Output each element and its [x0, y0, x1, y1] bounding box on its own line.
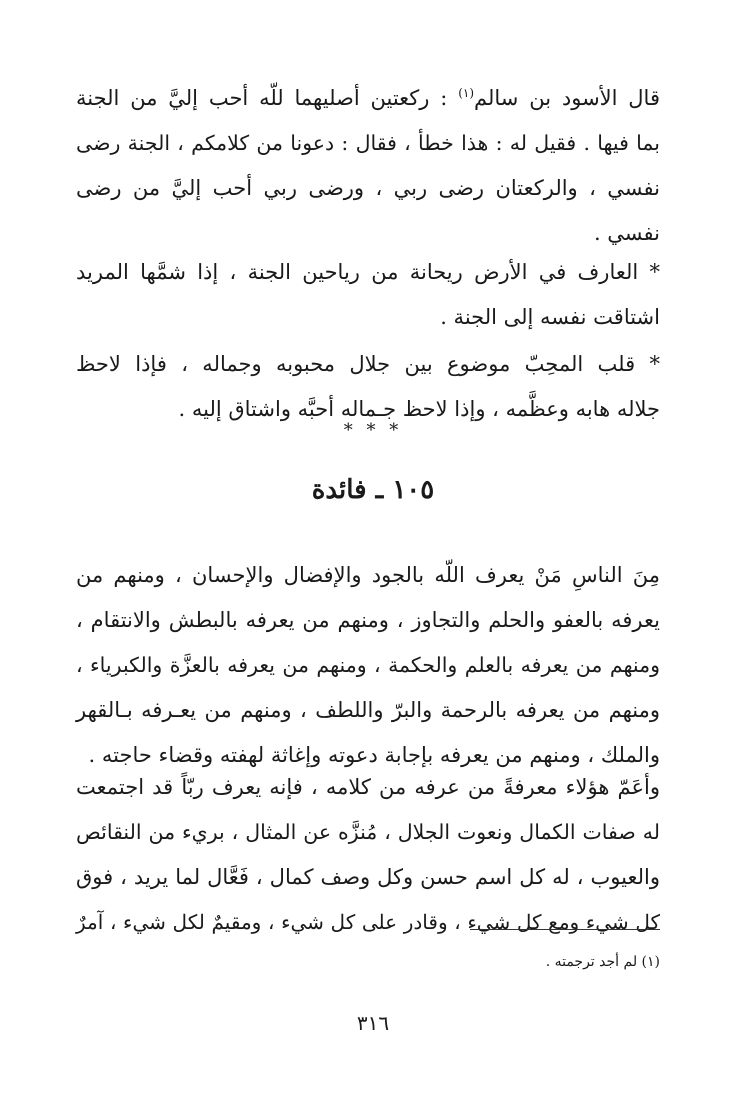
text-line: كل شيء ومع كل شيء ، وقادر على كل شيء ، ومقيمٌ لكل شيء ، آمرٌ [76, 910, 660, 934]
paragraph-muhibb-heart [76, 342, 660, 432]
section-heading: ١٠٥ ـ فائدة [311, 475, 435, 505]
paragraph-arif [76, 250, 660, 340]
text-line: والملك ، ومنهم من يعرفه بإجابة دعوته وإغاثة لهفته وقضاء حاجته . [88, 743, 660, 767]
page-number: ٣١٦ [356, 1011, 390, 1035]
text-line: * قلب المحِبّ موضوع بين جلال محبوبه وجماله ، فإذا لاحظ [76, 352, 660, 376]
footnote: (١) لم أجد ترجمته . [545, 954, 660, 970]
text-line: ومنهم من يعرفه بالرحمة والبرّ واللطف ، ومنهم من يعـرفه بـالقهر [76, 698, 660, 722]
text-line: نفسي ، والركعتان رضى ربي ، ورضى ربي أحب إليَّ من رضى [76, 176, 660, 200]
footnote-marker: (١) [458, 86, 475, 100]
text-segment: : ركعتين أصليهما للّه أحب إليَّ من الجنة [76, 86, 448, 110]
paragraph-knowing-allah [76, 553, 660, 778]
text-line: بما فيها . فقيل له : هذا خطأ ، فقال : دعونا من كلامكم ، الجنة رضى [76, 131, 660, 155]
text-line: * العارف في الأرض ريحانة من رياحين الجنة ، إذا شمَّها المريد [76, 260, 660, 284]
text-line: نفسي . [593, 221, 660, 245]
text-line: مِنَ الناسِ مَنْ يعرف اللّه بالجود والإفضال والإحسان ، ومنهم من [76, 563, 660, 587]
text-line: ومنهم من يعرفه بالعلم والحكمة ، ومنهم من يعرفه بالعزَّة والكبرياء ، [76, 653, 660, 677]
text-line: والعيوب ، له كل اسم حسن وكل وصف كمال ، فَعَّال لما يريد ، فوق [76, 865, 660, 889]
section-separator: * * * [343, 420, 403, 441]
text-line: اشتاقت نفسه إلى الجنة . [440, 305, 660, 329]
text-line: له صفات الكمال ونعوت الجلال ، مُنزَّه عن المثال ، بريء من النقائص [76, 820, 660, 844]
text-line: وأعَمّ هؤلاء معرفةً من عرفه من كلامه ، فإنه يعرف ربّاً قد اجتمعت [76, 775, 660, 799]
footnote-divider [470, 929, 660, 930]
text-segment: قال الأسود بن سالم [474, 86, 660, 110]
text-line [76, 76, 660, 121]
text-line: يعرفه بالعفو والحلم والتجاوز ، ومنهم من يعرفه بالبطش والانتقام ، [76, 608, 660, 632]
text-line: جلاله هابه وعظَّمه ، وإذا لاحظ جـماله أحبَّه واشتاق إليه . [178, 397, 660, 421]
paragraph-most-comprehensive [76, 765, 660, 945]
paragraph-aswad-quote [76, 76, 660, 256]
